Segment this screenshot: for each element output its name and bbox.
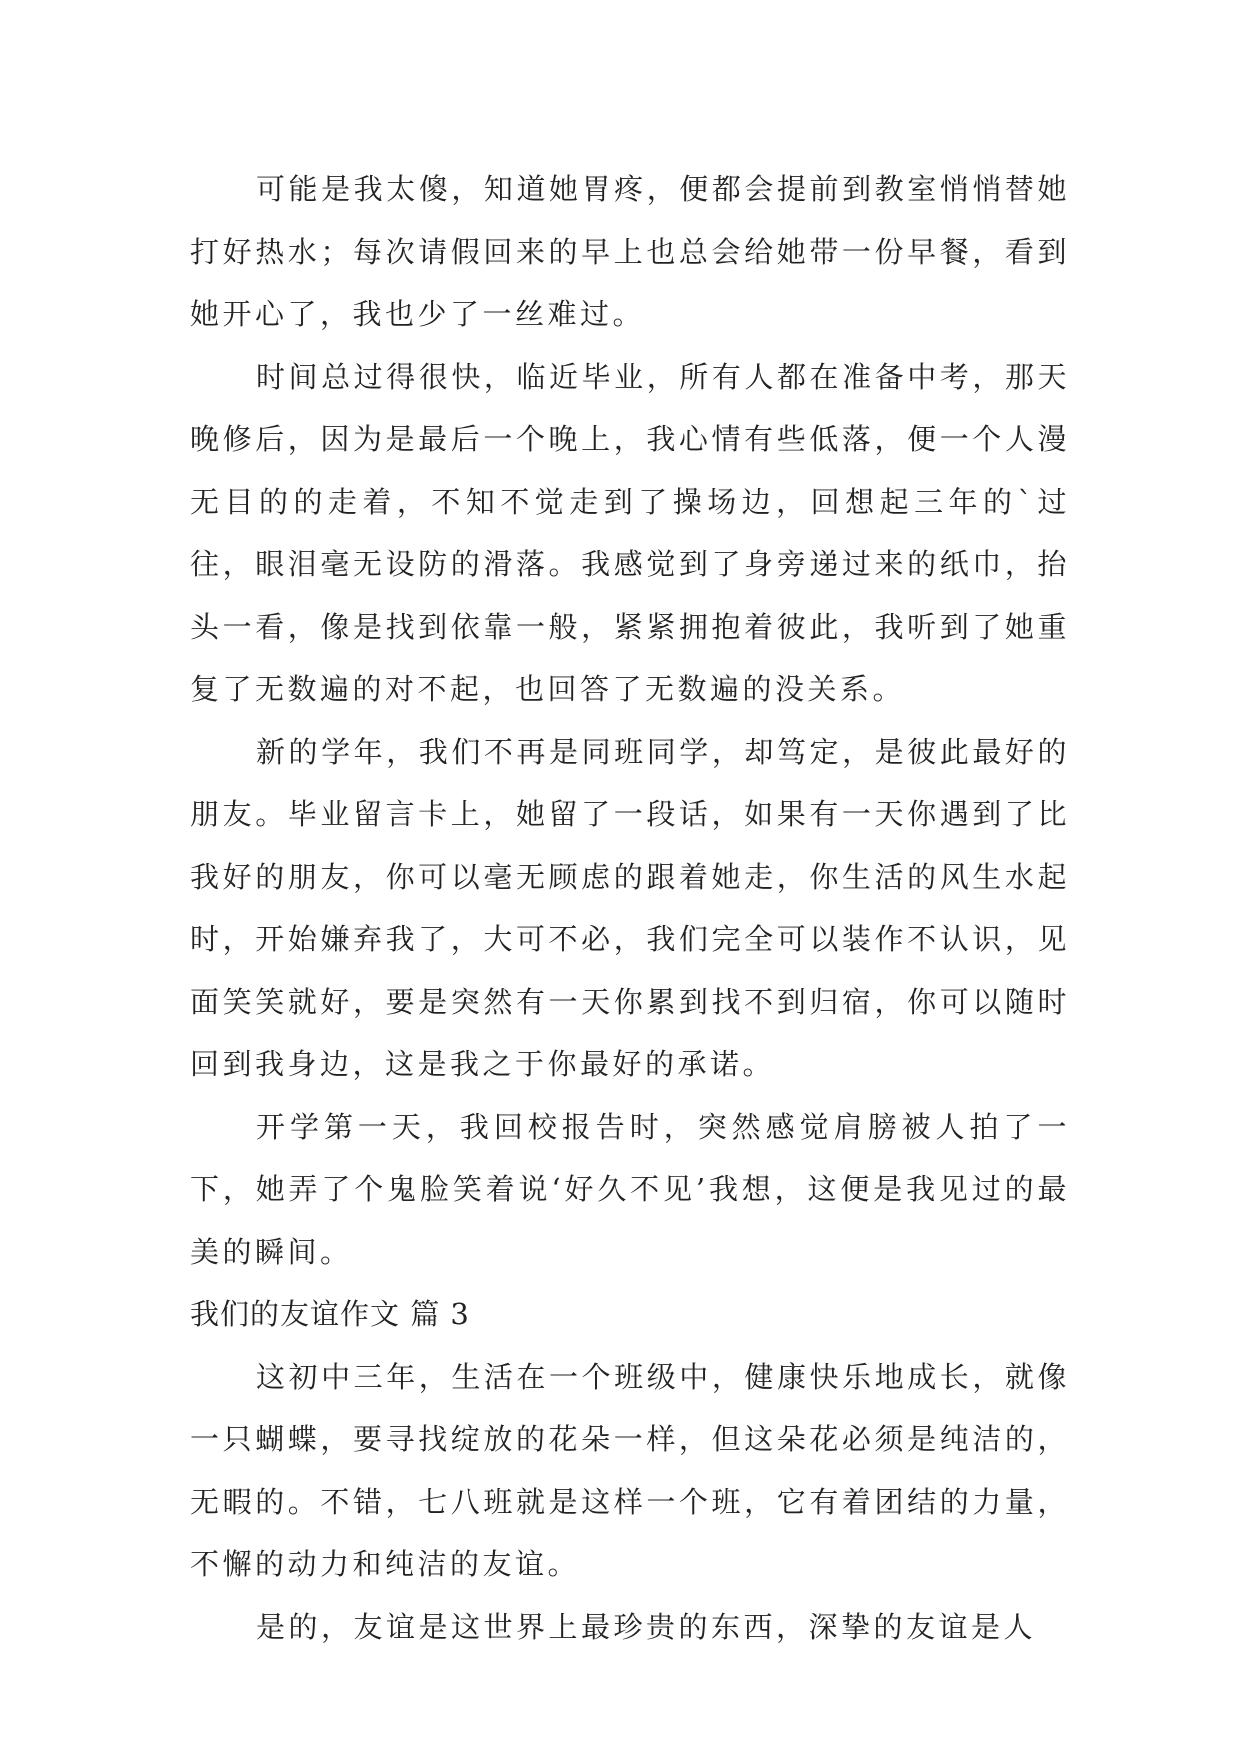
paragraph-6: 是的，友谊是这世界上最珍贵的东西，深挚的友谊是人 <box>256 1609 1037 1644</box>
paragraph-3: 新的学年，我们不再是同班同学，却笃定，是彼此最好的朋友。毕业留言卡上，她留了一段话，如果有一天你遇到了比我好的朋友，你可以毫无顾虑的跟着她走，你生活的风生水起时，开始嫌弃我了，大可不必，我们完全可以装作不认识，见面笑笑就好，要是突然有一天你累到找不到归宿，你可以随时回到我身边，这是我之于你最好的承诺。 <box>190 734 1070 1081</box>
document-body <box>190 158 1070 1658</box>
paragraph-2: 时间总过得很快，临近毕业，所有人都在准备中考，那天晚修后，因为是最后一个晚上，我心情有些低落，便一个人漫无目的的走着，不知不觉走到了操场边，回想起三年的`过往，眼泪毫无设防的滑落。我感觉到了身旁递过来的纸巾，抬头一看，像是找到依靠一般，紧紧拥抱着彼此，我听到了她重复了无数遍的对不起，也回答了无数遍的没关系。 <box>190 359 1070 706</box>
paragraph-4: 开学第一天，我回校报告时，突然感觉肩膀被人拍了一下，她弄了个鬼脸笑着说‘好久不见’我想，这便是我见过的最美的瞬间。 <box>190 1109 1070 1269</box>
paragraph-1: 可能是我太傻，知道她胃疼，便都会提前到教室悄悄替她打好热水；每次请假回来的早上也总会给她带一份早餐，看到她开心了，我也少了一丝难过。 <box>190 172 1070 331</box>
section-heading: 我们的友谊作文 篇 3 <box>190 1297 470 1331</box>
paragraph-5: 这初中三年，生活在一个班级中，健康快乐地成长，就像一只蝴蝶，要寻找绽放的花朵一样，但这朵花必须是纯洁的，无暇的。不错，七八班就是这样一个班，它有着团结的力量，不懈的动力和纯洁的友谊。 <box>190 1359 1070 1581</box>
